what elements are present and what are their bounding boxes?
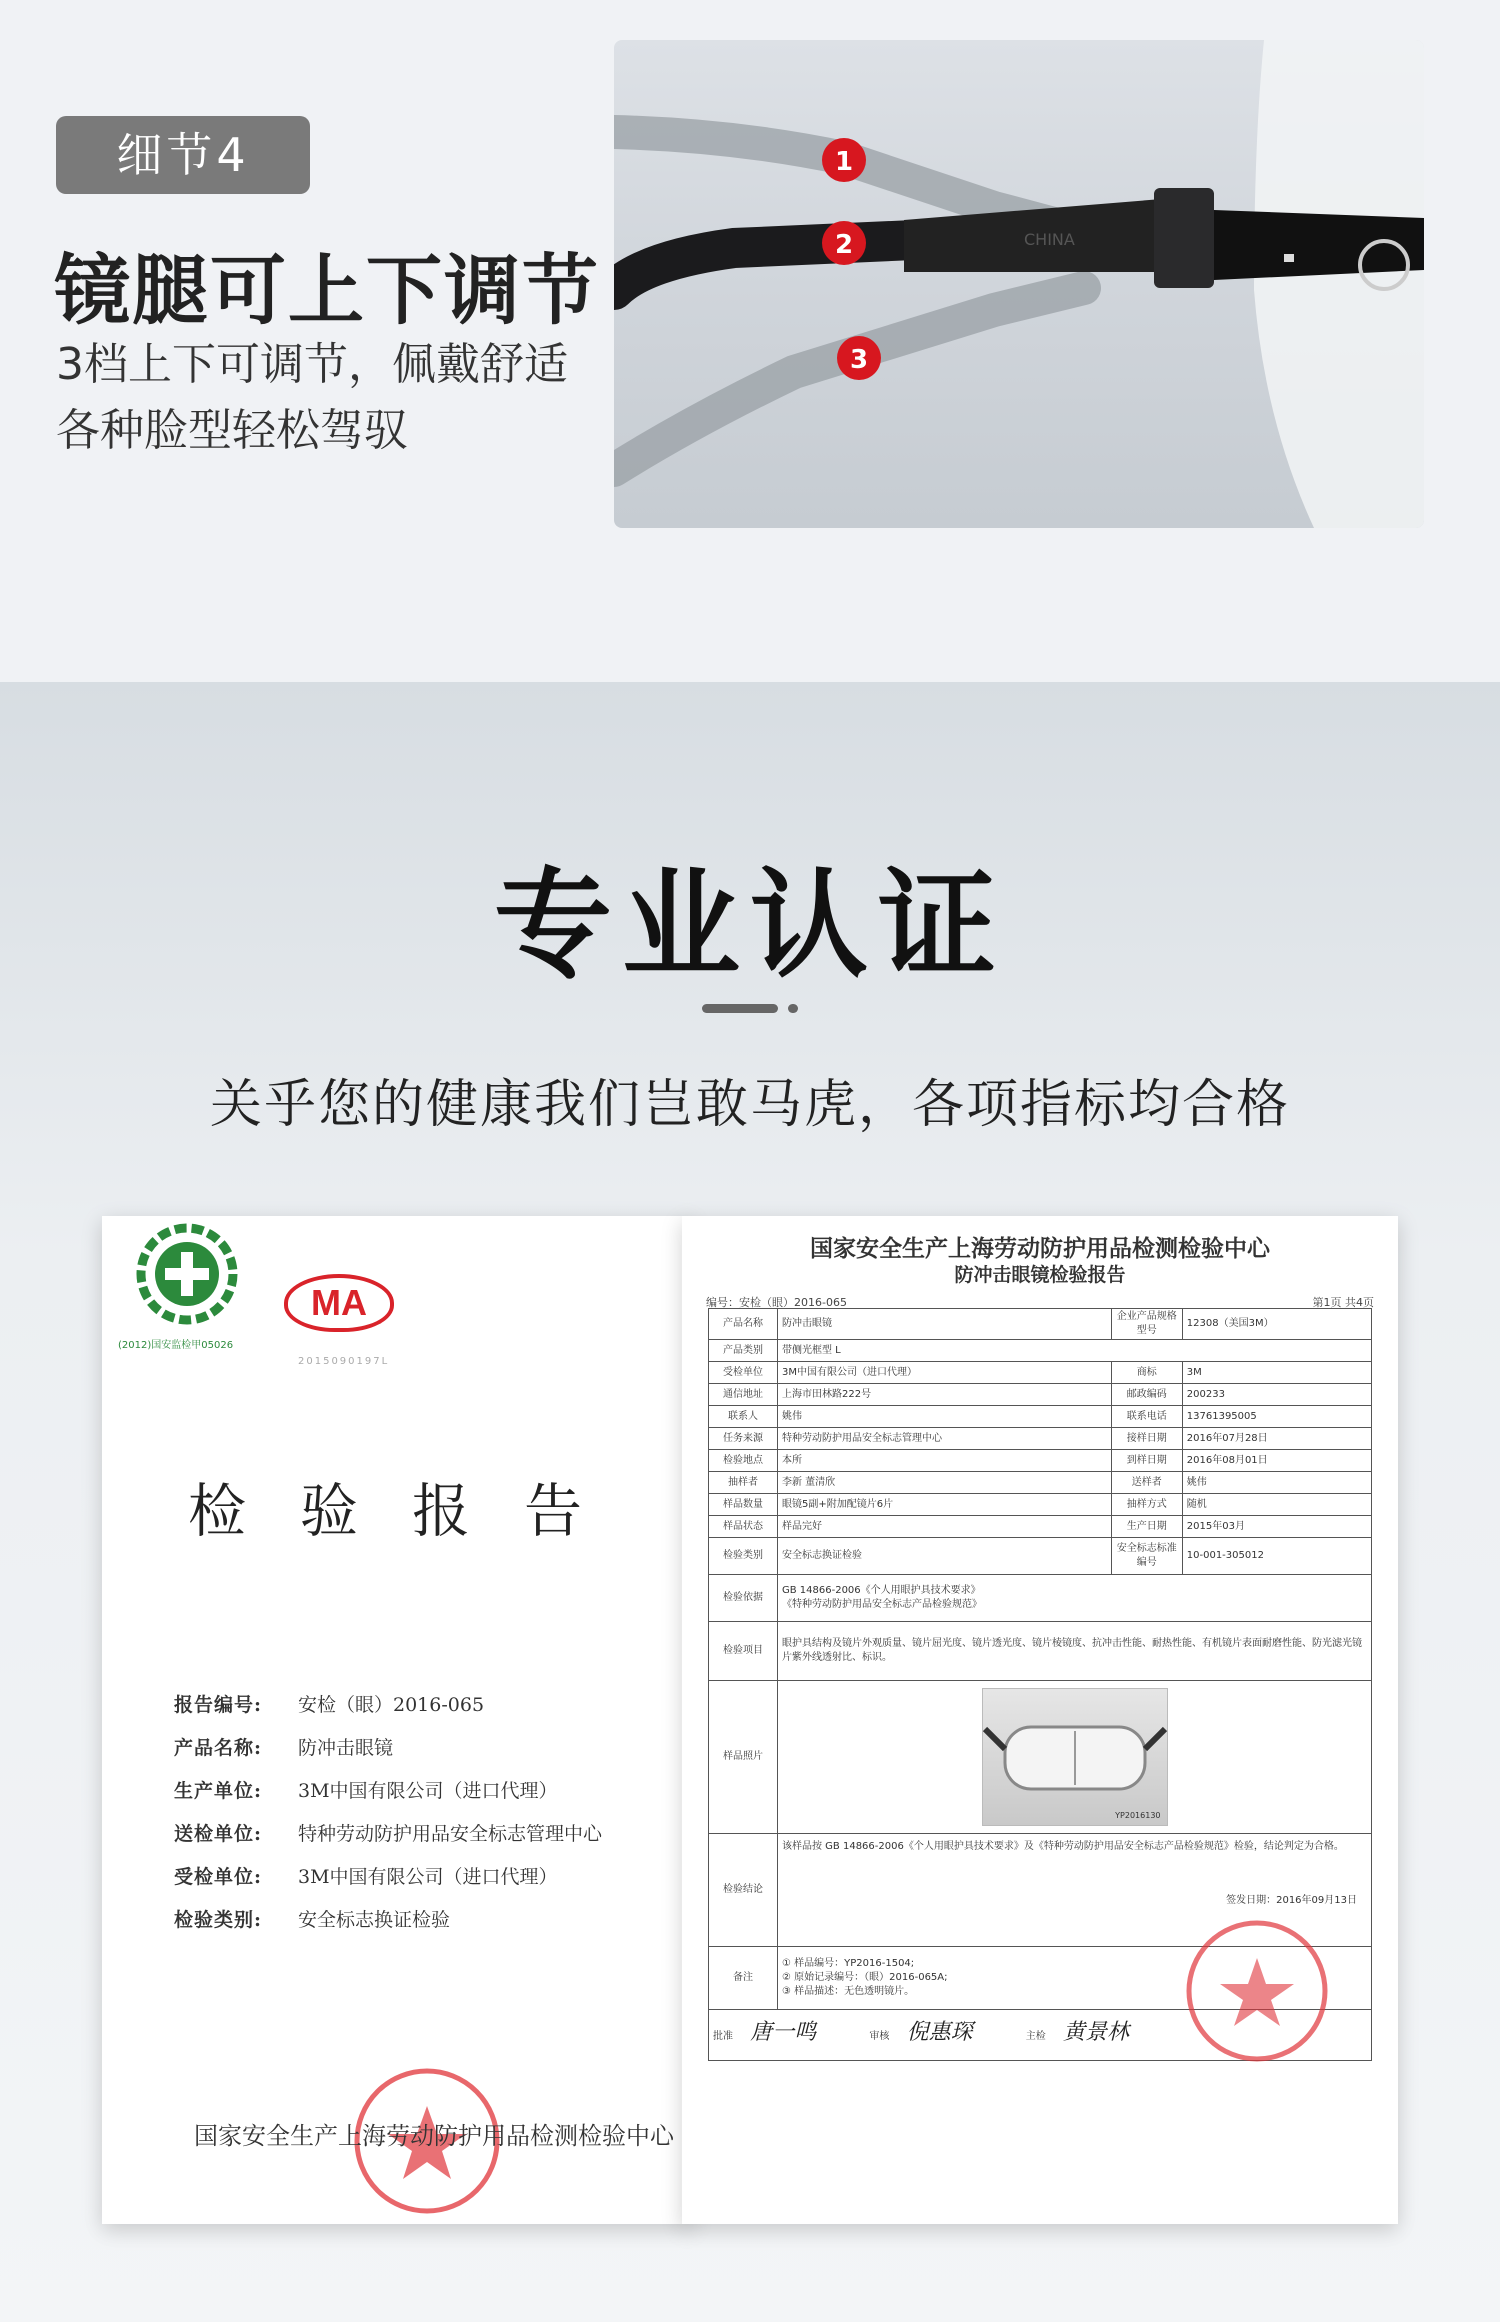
report-info: [174, 1690, 602, 1948]
detail-desc-line1: 3档上下可调节，佩戴舒适: [56, 339, 568, 390]
report-title: 检验报告: [187, 1477, 636, 1545]
sample-goggles-photo: [982, 1688, 1168, 1826]
table-row: 样品照片 YP2016130: [709, 1681, 1372, 1834]
detail-description: [56, 332, 568, 464]
ma-number: 2015090197L: [298, 1356, 390, 1367]
marker-1: [822, 138, 866, 182]
title-divider-dot: [788, 1004, 798, 1013]
svg-text:2: 2: [834, 230, 854, 260]
table-row: 备注 ① 样品编号：YP2016-1504; ② 原始记录编号：（眼）2016-065A; ③ 样品描述：无色透明镜片。: [709, 1947, 1372, 2010]
marker-3: [837, 336, 881, 380]
title-divider: [702, 1004, 778, 1013]
table-row: 检验项目 眼护具结构及镜片外观质量、镜片屈光度、镜片透光度、镜片棱镜度、抗冲击性能、耐热性能、有机镜片表面耐磨性能、防光滤光镜片紫外线透射比、标识。: [709, 1622, 1372, 1681]
logo-reg-number: (2012)国安监检甲05026: [118, 1340, 234, 1351]
table-row: 检验类别 安全标志换证检验 安全标志标准编号 10-001-305012: [709, 1538, 1372, 1575]
info-row: 受检单位: 3M中国有限公司（进口代理）: [174, 1866, 558, 1888]
report-subtitle: 防冲击眼镜检验报告: [954, 1264, 1126, 1286]
table-row: 产品类别 带侧光框型 L: [709, 1340, 1372, 1362]
red-seal-stamp-right: [1172, 1906, 1342, 2076]
report-cover-page: [102, 1216, 692, 2224]
table-row: 批准 唐一鸣 审核 倪惠琛 主检 黄景林: [709, 2010, 1372, 2061]
table-row: 检验结论 该样品按 GB 14866-2006《个人用眼护具技术要求》及《特种劳动防护用品安全标志产品检验规范》检验，结论判定为合格。 签发日期：2016年09月13日: [709, 1834, 1372, 1947]
cert-subtitle: 关乎您的健康我们岂敢马虎，各项指标均合格: [209, 1075, 1290, 1135]
table-row: 受检单位 3M中国有限公司（进口代理） 商标 3M: [709, 1362, 1372, 1384]
info-row: 产品名称: 防冲击眼镜: [174, 1737, 394, 1759]
photo-code: YP2016130: [1115, 1811, 1161, 1820]
report-number: 编号：安检（眼）2016-065: [706, 1296, 847, 1309]
signature-inspector: 黄景林: [1062, 2020, 1129, 2045]
signature-reviewer: 倪惠琛: [906, 2020, 973, 2045]
table-row: 检验地点 本所 到样日期 2016年08月01日: [709, 1450, 1372, 1472]
ma-logo: [284, 1274, 394, 1332]
goggles-icon: [983, 1689, 1167, 1825]
detail-desc-line2: 各种脸型轻松驾驭: [56, 405, 408, 456]
detail-section: [0, 0, 1500, 682]
info-row: 生产单位: 3M中国有限公司（进口代理）: [174, 1780, 558, 1802]
detail-title: 镜腿可上下调节: [54, 246, 600, 335]
marker-2: [822, 221, 866, 265]
svg-text:1: 1: [834, 147, 854, 177]
temple-adjust-photo: [614, 40, 1424, 528]
ma-logo-text: MA: [311, 1282, 367, 1323]
report-detail-page: [682, 1216, 1398, 2224]
glasses-temple-illustration: [614, 40, 1424, 528]
temple-text: CHINA: [1024, 230, 1075, 249]
cert-title: 专业认证: [493, 856, 1006, 994]
report-page: 第1页 共4页: [1312, 1296, 1374, 1309]
info-row: 报告编号: 安检（眼）2016-065: [174, 1694, 485, 1716]
report-issuer: 国家安全生产上海劳动防护用品检测检验中心: [194, 2122, 674, 2150]
table-row: 样品状态 样品完好 生产日期 2015年03月: [709, 1516, 1372, 1538]
report-center-name: 国家安全生产上海劳动防护用品检测检验中心: [810, 1236, 1270, 1262]
svg-text:3: 3: [849, 345, 869, 375]
certification-section: [0, 682, 1500, 2322]
table-row: 检验依据 GB 14866-2006《个人用眼护具技术要求》 《特种劳动防护用品安全标志产品检验规范》: [709, 1575, 1372, 1622]
table-row: 通信地址 上海市田林路222号 邮政编码 200233: [709, 1384, 1372, 1406]
detail-badge: 细节4: [56, 116, 310, 194]
signature-approver: 唐一鸣: [750, 2020, 817, 2045]
info-row: 检验类别: 安全标志换证检验: [174, 1909, 451, 1931]
table-row: 抽样者 李新 董清欣 送样者 姚伟: [709, 1472, 1372, 1494]
table-row: 产品名称 防冲击眼镜 企业产品规格型号 12308（美国3M）: [709, 1309, 1372, 1340]
table-row: 联系人 姚伟 联系电话 13761395005: [709, 1406, 1372, 1428]
table-row: 任务来源 特种劳动防护用品安全标志管理中心 接样日期 2016年07月28日: [709, 1428, 1372, 1450]
table-row: 样品数量 眼镜5副+附加配镜片6片 抽样方式 随机: [709, 1494, 1372, 1516]
info-row: 送检单位: 特种劳动防护用品安全标志管理中心: [174, 1823, 603, 1845]
